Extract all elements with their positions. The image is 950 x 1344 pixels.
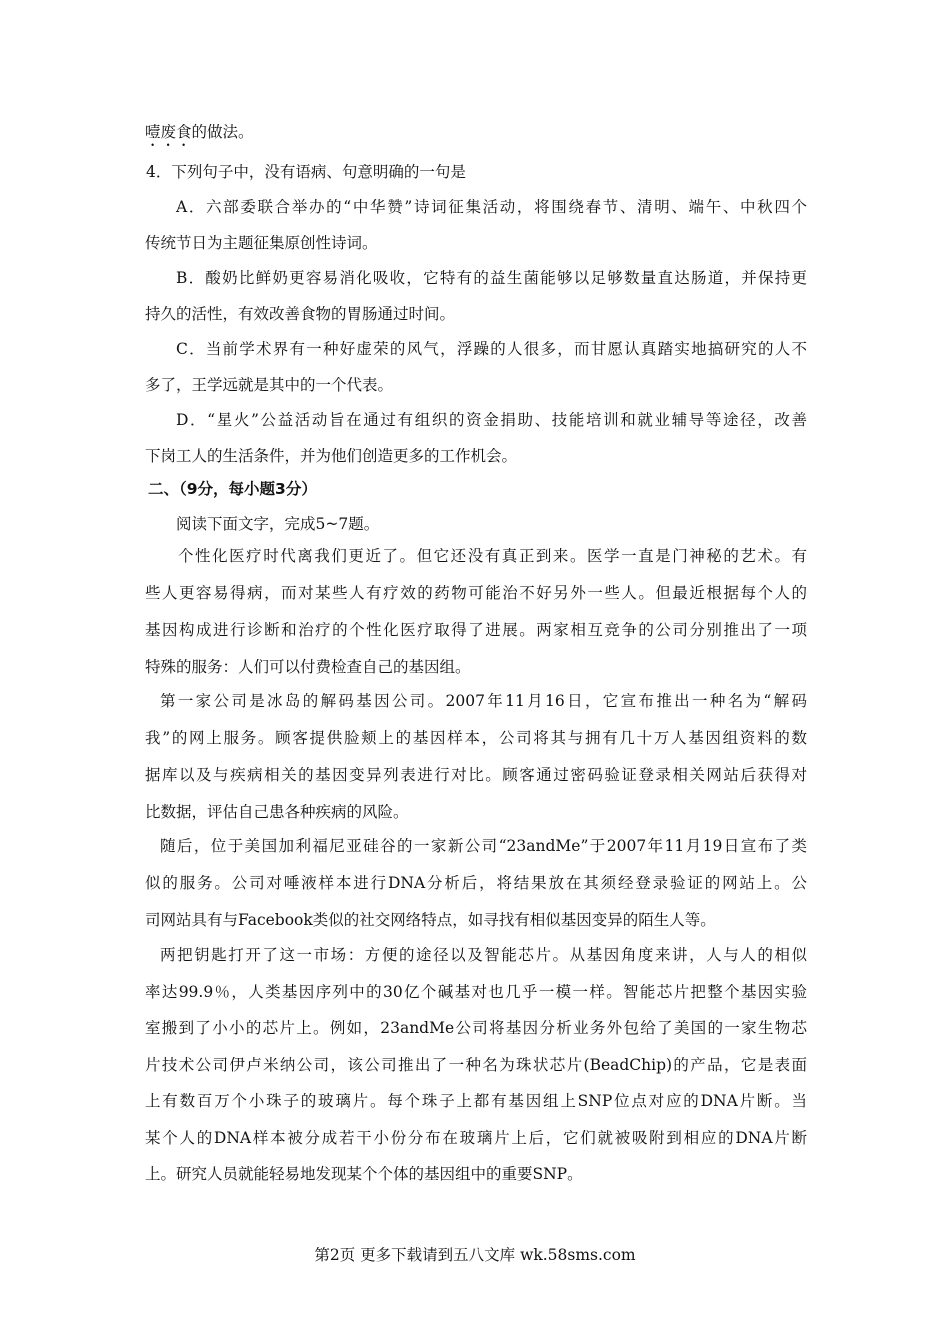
- previous-paragraph-ending: 噎废食的做法。: [145, 123, 254, 141]
- option-c-line2: 多了，王学远就是其中的一个代表。: [145, 376, 394, 394]
- reading-instruction: 阅读下面文字，完成5~7题。: [176, 515, 380, 533]
- passage-p2-line4: 比数据，评估自己患各种疾病的风险。: [145, 803, 409, 821]
- passage-p3-line3: 司网站具有与Facebook类似的社交网络特点，如寻找有相似基因变异的陌生人等。: [145, 911, 716, 929]
- option-c-line1: C．当前学术界有一种好虚荣的风气，浮躁的人很多，而甘愿认真踏实地搞研究的人不: [176, 340, 807, 358]
- passage-p4-line6: 某个人的DNA样本被分成若干小份分布在玻璃片上后，它们就被吸附到相应的DNA片断: [145, 1129, 807, 1147]
- passage-p1-line1: 个性化医疗时代离我们更近了。但它还没有真正到来。医学一直是门神秘的艺术。有: [178, 547, 807, 565]
- passage-p4-line3: 室搬到了小小的芯片上。例如，23andMe公司将基因分析业务外包给了美国的一家生物芯: [145, 1019, 807, 1037]
- option-d-line1: D．“星火”公益活动旨在通过有组织的资金捐助、技能培训和就业辅导等途径，改善: [176, 411, 807, 429]
- passage-p4-line1: 两把钥匙打开了这一市场：方便的途径以及智能芯片。从基因角度来讲，人与人的相似: [160, 946, 807, 964]
- option-b-line1: B．酸奶比鲜奶更容易消化吸收，它特有的益生菌能够以足够数量直达肠道，并保持更: [176, 269, 807, 287]
- passage-p2-line1: 第一家公司是冰岛的解码基因公司。2007年11月16日，它宣布推出一种名为“解码: [160, 692, 807, 710]
- passage-p1-line2: 些人更容易得病，而对某些人有疗效的药物可能治不好另外一些人。但最近根据每个人的: [145, 584, 807, 602]
- passage-p3-line1: 随后，位于美国加利福尼亚硅谷的一家新公司“23andMe”于2007年11月19日宣布了类: [160, 837, 807, 855]
- passage-p1-line3: 基因构成进行诊断和治疗的个性化医疗取得了进展。两家相互竞争的公司分别推出了一项: [145, 621, 807, 639]
- passage-p2-line3: 据库以及与疾病相关的基因变异列表进行对比。顾客通过密码验证登录相关网站后获得对: [145, 766, 807, 784]
- passage-p4-line2: 率达99.9％，人类基因序列中的30亿个碱基对也几乎一模一样。智能芯片把整个基因实验: [145, 983, 807, 1001]
- option-b-line2: 持久的活性，有效改善食物的胃肠通过时间。: [145, 305, 456, 323]
- page-footer: 第2页 更多下载请到五八文库 wk.58sms.com: [314, 1246, 636, 1264]
- passage-p2-line2: 我”的网上服务。顾客提供脸颊上的基因样本，公司将其与拥有几十万人基因组资料的数: [145, 729, 807, 747]
- question-4-stem: 4．下列句子中，没有语病、句意明确的一句是: [146, 163, 466, 181]
- section-2-heading: 二、（9分，每小题3分）: [148, 480, 317, 498]
- option-a-line2: 传统节日为主题征集原创性诗词。: [145, 234, 378, 252]
- passage-p4-line7: 上。研究人员就能轻易地发现某个个体的基因组中的重要SNP。: [145, 1165, 583, 1183]
- passage-p4-line5: 上有数百万个小珠子的玻璃片。每个珠子上都有基因组上SNP位点对应的DNA片断。当: [145, 1092, 807, 1110]
- passage-p1-line4: 特殊的服务：人们可以付费检查自己的基因组。: [145, 658, 471, 676]
- option-a-line1: A．六部委联合举办的“中华赞”诗词征集活动，将围绕春节、清明、端午、中秋四个: [176, 198, 807, 216]
- passage-p4-line4: 片技术公司伊卢米纳公司，该公司推出了一种名为珠状芯片(BeadChip)的产品，它是表面: [145, 1056, 807, 1074]
- passage-p3-line2: 似的服务。公司对唾液样本进行DNA分析后，将结果放在其须经登录验证的网站上。公: [145, 874, 807, 892]
- option-d-line2: 下岗工人的生活条件，并为他们创造更多的工作机会。: [145, 447, 518, 465]
- emphasized-word: 噎废食: [145, 123, 192, 141]
